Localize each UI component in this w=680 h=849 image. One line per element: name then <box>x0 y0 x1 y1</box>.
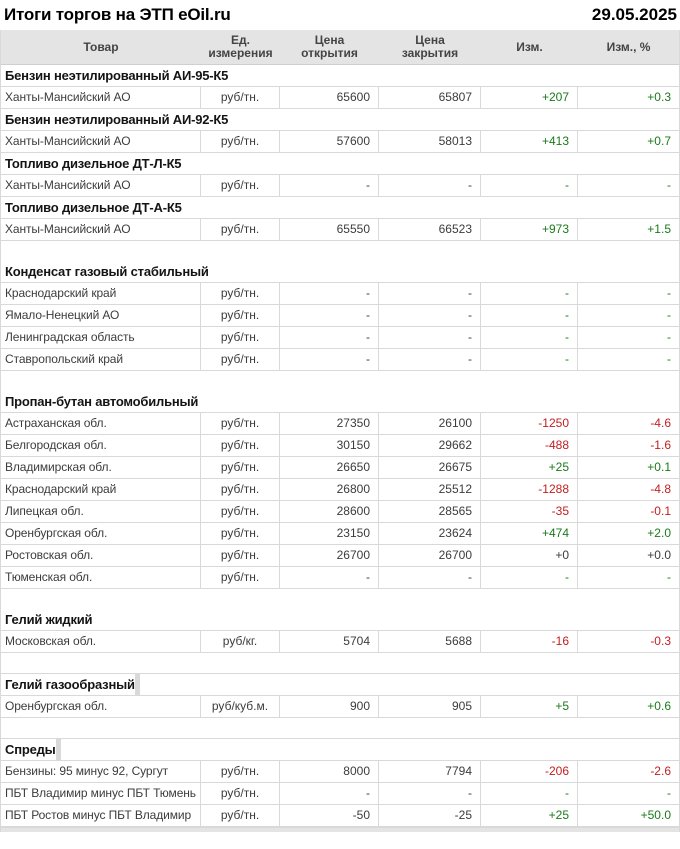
results-table <box>0 30 680 832</box>
empty-cell <box>60 739 61 760</box>
column-header-change: Изм. <box>516 39 543 54</box>
section-title: Гелий газообразный <box>5 677 135 692</box>
product-cell: Бензины: 95 минус 92, Сургут <box>1 761 201 782</box>
column-header-close-price: Цена закрытия <box>401 33 459 60</box>
change-cell: -35 <box>481 501 578 522</box>
change-cell: - <box>481 327 578 348</box>
section-header <box>1 261 679 283</box>
section-separator <box>1 371 679 391</box>
table-row <box>1 175 679 197</box>
section-separator <box>1 653 679 673</box>
title-bar <box>0 0 680 30</box>
change-cell: - <box>481 283 578 304</box>
unit-cell: руб/тн. <box>201 805 280 826</box>
change-pct-cell: +0.6 <box>647 699 671 713</box>
change-pct-cell: +0.3 <box>647 90 671 104</box>
table-row <box>1 631 679 653</box>
open-price-cell: 26700 <box>280 545 379 566</box>
section-title: Бензин неэтилированный АИ-95-К5 <box>5 68 229 83</box>
change-pct-cell: +0.7 <box>647 134 671 148</box>
open-price-cell: 28600 <box>280 501 379 522</box>
column-header-product: Товар <box>83 39 119 54</box>
change-pct-cell: - <box>667 178 671 192</box>
section-title-cell <box>1 674 136 695</box>
change-cell: -1288 <box>481 479 578 500</box>
product-cell: Ханты-Мансийский АО <box>1 219 201 240</box>
open-price-cell: 8000 <box>280 761 379 782</box>
open-price-cell: - <box>280 783 379 804</box>
change-cell: - <box>481 349 578 370</box>
close-price-cell: - <box>379 327 481 348</box>
open-price-cell: - <box>280 305 379 326</box>
section-header <box>1 109 679 131</box>
unit-cell: руб/тн. <box>201 435 280 456</box>
table-row <box>1 523 679 545</box>
open-price-cell: 57600 <box>280 131 379 152</box>
report-date: 29.05.2025 <box>591 5 677 24</box>
unit-cell: руб/куб.м. <box>201 696 280 717</box>
change-cell: - <box>481 783 578 804</box>
product-cell: Тюменская обл. <box>1 567 201 588</box>
product-cell: Ханты-Мансийский АО <box>1 175 201 196</box>
table-row <box>1 283 679 305</box>
product-cell: Оренбургская обл. <box>1 696 201 717</box>
product-cell: Ханты-Мансийский АО <box>1 87 201 108</box>
product-cell: Ростовская обл. <box>1 545 201 566</box>
unit-cell: руб/тн. <box>201 413 280 434</box>
change-pct-cell: -1.6 <box>650 438 671 452</box>
open-price-cell: - <box>280 283 379 304</box>
unit-cell: руб/тн. <box>201 349 280 370</box>
open-price-cell: 26650 <box>280 457 379 478</box>
section-title: Пропан-бутан автомобильный <box>5 394 199 409</box>
open-price-cell: - <box>280 327 379 348</box>
open-price-cell: 900 <box>280 696 379 717</box>
table-row <box>1 783 679 805</box>
unit-cell: руб/тн. <box>201 545 280 566</box>
product-cell: Владимирская обл. <box>1 457 201 478</box>
unit-cell: руб/тн. <box>201 87 280 108</box>
table-row <box>1 305 679 327</box>
table-header-row <box>1 30 679 65</box>
change-pct-cell: - <box>667 308 671 322</box>
change-pct-cell: - <box>667 286 671 300</box>
close-price-cell: 65807 <box>379 87 481 108</box>
open-price-cell: 65600 <box>280 87 379 108</box>
table-row <box>1 327 679 349</box>
unit-cell: руб/тн. <box>201 305 280 326</box>
section-title: Бензин неэтилированный АИ-92-К5 <box>5 112 229 127</box>
change-cell: - <box>481 175 578 196</box>
section-header <box>1 391 679 413</box>
product-cell: ПБТ Ростов минус ПБТ Владимир <box>1 805 201 826</box>
close-price-cell: 26675 <box>379 457 481 478</box>
change-cell: +474 <box>481 523 578 544</box>
change-pct-cell: - <box>667 330 671 344</box>
table-row <box>1 349 679 371</box>
change-pct-cell: - <box>667 570 671 584</box>
section-title-cell <box>1 739 57 760</box>
close-price-cell: - <box>379 305 481 326</box>
product-cell: ПБТ Владимир минус ПБТ Тюмень <box>1 783 201 804</box>
unit-cell: руб/тн. <box>201 457 280 478</box>
column-header-unit: Ед. измерения <box>208 33 273 60</box>
table-row <box>1 805 679 827</box>
product-cell: Краснодарский край <box>1 283 201 304</box>
table-row <box>1 413 679 435</box>
change-cell: +413 <box>481 131 578 152</box>
column-header-change-pct: Изм., % <box>606 39 651 54</box>
change-cell: +973 <box>481 219 578 240</box>
close-price-cell: 905 <box>379 696 481 717</box>
close-price-cell: 5688 <box>379 631 481 652</box>
section-title: Спреды <box>5 742 56 757</box>
change-pct-cell: -2.6 <box>650 764 671 778</box>
change-cell: +25 <box>481 805 578 826</box>
product-cell: Липецкая обл. <box>1 501 201 522</box>
product-cell: Оренбургская обл. <box>1 523 201 544</box>
open-price-cell: - <box>280 567 379 588</box>
open-price-cell: 26800 <box>280 479 379 500</box>
close-price-cell: 26100 <box>379 413 481 434</box>
change-pct-cell: +0.1 <box>647 460 671 474</box>
change-cell: -1250 <box>481 413 578 434</box>
section-header <box>1 153 679 175</box>
change-pct-cell: - <box>667 352 671 366</box>
open-price-cell: -50 <box>280 805 379 826</box>
change-pct-cell: -0.3 <box>650 634 671 648</box>
change-pct-cell: -4.6 <box>650 416 671 430</box>
close-price-cell: 23624 <box>379 523 481 544</box>
section-header <box>1 65 679 87</box>
section-separator <box>1 589 679 609</box>
change-pct-cell: +0.0 <box>647 548 671 562</box>
close-price-cell: 25512 <box>379 479 481 500</box>
section-separator <box>1 718 679 738</box>
close-price-cell: 28565 <box>379 501 481 522</box>
table-row <box>1 219 679 241</box>
product-cell: Ханты-Мансийский АО <box>1 131 201 152</box>
open-price-cell: 30150 <box>280 435 379 456</box>
open-price-cell: - <box>280 349 379 370</box>
product-cell: Ставропольский край <box>1 349 201 370</box>
change-cell: +5 <box>481 696 578 717</box>
change-cell: +25 <box>481 457 578 478</box>
open-price-cell: 23150 <box>280 523 379 544</box>
product-cell: Ямало-Ненецкий АО <box>1 305 201 326</box>
close-price-cell: 26700 <box>379 545 481 566</box>
section-title: Топливо дизельное ДТ-Л-К5 <box>5 156 182 171</box>
close-price-cell: 29662 <box>379 435 481 456</box>
page-title: Итоги торгов на ЭТП eOil.ru <box>4 5 231 24</box>
open-price-cell: 27350 <box>280 413 379 434</box>
product-cell: Краснодарский край <box>1 479 201 500</box>
product-cell: Белгородская обл. <box>1 435 201 456</box>
change-pct-cell: -4.8 <box>650 482 671 496</box>
close-price-cell: -25 <box>379 805 481 826</box>
table-row <box>1 567 679 589</box>
unit-cell: руб/тн. <box>201 479 280 500</box>
close-price-cell: - <box>379 283 481 304</box>
close-price-cell: 58013 <box>379 131 481 152</box>
table-row <box>1 479 679 501</box>
product-cell: Ленинградская область <box>1 327 201 348</box>
unit-cell: руб/тн. <box>201 783 280 804</box>
change-cell: - <box>481 567 578 588</box>
column-header-open-price: Цена открытия <box>301 33 358 60</box>
close-price-cell: 7794 <box>379 761 481 782</box>
table-row <box>1 457 679 479</box>
close-price-cell: - <box>379 783 481 804</box>
table-row <box>1 501 679 523</box>
table-footer-bar <box>1 827 679 832</box>
change-pct-cell: +2.0 <box>647 526 671 540</box>
section-header <box>1 673 679 696</box>
table-row <box>1 761 679 783</box>
section-title: Конденсат газовый стабильный <box>5 264 209 279</box>
unit-cell: руб/тн. <box>201 175 280 196</box>
section-title: Гелий жидкий <box>5 612 93 627</box>
change-pct-cell: +50.0 <box>640 808 671 822</box>
close-price-cell: - <box>379 349 481 370</box>
open-price-cell: 65550 <box>280 219 379 240</box>
change-pct-cell: +1.5 <box>647 222 671 236</box>
change-pct-cell: - <box>667 786 671 800</box>
table-row <box>1 131 679 153</box>
table-row <box>1 87 679 109</box>
unit-cell: руб/тн. <box>201 501 280 522</box>
section-separator <box>1 241 679 261</box>
change-cell: - <box>481 305 578 326</box>
unit-cell: руб/тн. <box>201 283 280 304</box>
close-price-cell: - <box>379 175 481 196</box>
unit-cell: руб/тн. <box>201 327 280 348</box>
section-title: Топливо дизельное ДТ-А-К5 <box>5 200 182 215</box>
change-cell: +0 <box>481 545 578 566</box>
close-price-cell: 66523 <box>379 219 481 240</box>
empty-cell <box>139 674 140 695</box>
table-row <box>1 545 679 567</box>
unit-cell: руб/тн. <box>201 131 280 152</box>
unit-cell: руб/тн. <box>201 567 280 588</box>
unit-cell: руб/тн. <box>201 761 280 782</box>
open-price-cell: - <box>280 175 379 196</box>
change-cell: -488 <box>481 435 578 456</box>
open-price-cell: 5704 <box>280 631 379 652</box>
product-cell: Московская обл. <box>1 631 201 652</box>
product-cell: Астраханская обл. <box>1 413 201 434</box>
table-row <box>1 435 679 457</box>
unit-cell: руб/тн. <box>201 219 280 240</box>
section-header <box>1 197 679 219</box>
change-cell: -16 <box>481 631 578 652</box>
section-header <box>1 738 679 761</box>
section-header <box>1 609 679 631</box>
unit-cell: руб/кг. <box>201 631 280 652</box>
change-cell: +207 <box>481 87 578 108</box>
unit-cell: руб/тн. <box>201 523 280 544</box>
table-body <box>1 65 679 827</box>
close-price-cell: - <box>379 567 481 588</box>
change-pct-cell: -0.1 <box>650 504 671 518</box>
change-cell: -206 <box>481 761 578 782</box>
table-row <box>1 696 679 718</box>
